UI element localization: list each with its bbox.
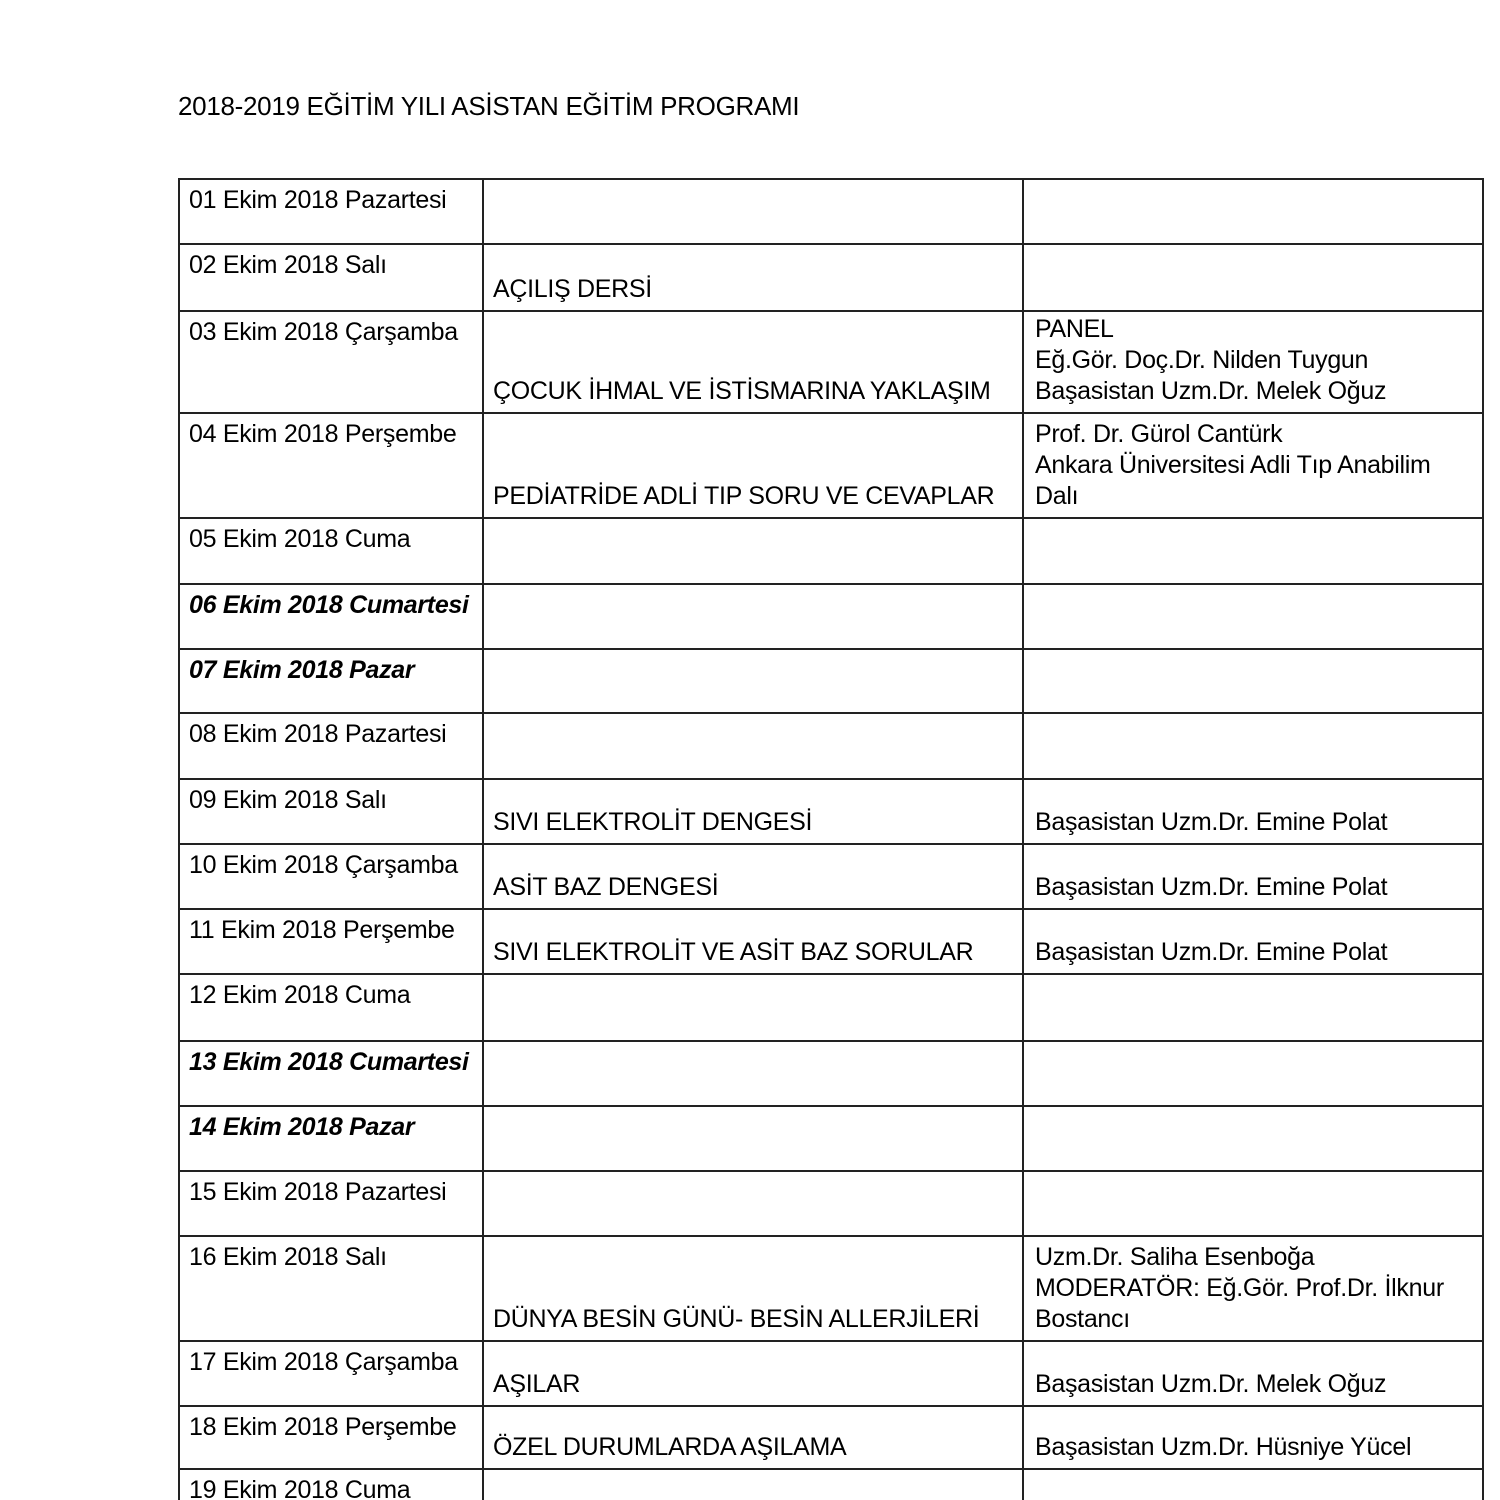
lecturer-cell (1023, 909, 1483, 974)
topic-cell-text: PEDİATRİDE ADLİ TIP SORU VE CEVAPLAR (493, 482, 995, 510)
date-cell (179, 1469, 483, 1500)
table-row (179, 649, 1483, 713)
topic-cell (483, 179, 1023, 244)
topic-cell (483, 1406, 1023, 1469)
lecturer-cell-text: PANEL (1035, 315, 1114, 343)
lecturer-cell-text: MODERATÖR: Eğ.Gör. Prof.Dr. İlknur Bostancı (1035, 1274, 1444, 1333)
date-cell-text: 16 Ekim 2018 Salı (189, 1243, 387, 1271)
topic-cell-text: ASİT BAZ DENGESİ (493, 873, 719, 901)
schedule-table (178, 178, 1484, 1500)
topic-cell (483, 1171, 1023, 1236)
date-cell-text: 12 Ekim 2018 Cuma (189, 981, 411, 1009)
lecturer-cell-text: Başasistan Uzm.Dr. Hüsniye Yücel (1035, 1433, 1412, 1461)
table-row (179, 844, 1483, 909)
lecturer-cell (1023, 974, 1483, 1041)
date-cell-text: 05 Ekim 2018 Cuma (189, 525, 411, 553)
date-cell (179, 844, 483, 909)
date-cell (179, 179, 483, 244)
table-row (179, 179, 1483, 244)
lecturer-cell (1023, 713, 1483, 779)
topic-cell (483, 974, 1023, 1041)
topic-cell-text: SIVI ELEKTROLİT DENGESİ (493, 808, 813, 836)
lecturer-cell-text: Ankara Üniversitesi Adli Tıp Anabilim Dalı (1035, 451, 1431, 510)
table-row (179, 974, 1483, 1041)
topic-cell (483, 413, 1023, 518)
lecturer-cell (1023, 1171, 1483, 1236)
table-row (179, 779, 1483, 844)
table-row (179, 1041, 1483, 1106)
table-row (179, 1171, 1483, 1236)
topic-cell (483, 844, 1023, 909)
date-cell (179, 311, 483, 413)
topic-cell (483, 713, 1023, 779)
date-cell-text: 17 Ekim 2018 Çarşamba (189, 1348, 458, 1376)
date-cell (179, 779, 483, 844)
date-cell-text: 13 Ekim 2018 Cumartesi (189, 1048, 469, 1076)
table-row (179, 1106, 1483, 1171)
table-row (179, 1236, 1483, 1341)
page-title: 2018-2019 EĞİTİM YILI ASİSTAN EĞİTİM PROGRAMI (178, 91, 800, 121)
lecturer-cell (1023, 1341, 1483, 1406)
date-cell (179, 649, 483, 713)
topic-cell-text: ÖZEL DURUMLARDA AŞILAMA (493, 1433, 847, 1461)
topic-cell (483, 311, 1023, 413)
date-cell (179, 518, 483, 584)
lecturer-cell (1023, 649, 1483, 713)
date-cell (179, 1236, 483, 1341)
lecturer-cell (1023, 179, 1483, 244)
lecturer-cell (1023, 1406, 1483, 1469)
lecturer-cell (1023, 1236, 1483, 1341)
lecturer-cell (1023, 779, 1483, 844)
lecturer-cell-text: Prof. Dr. Gürol Cantürk (1035, 420, 1283, 448)
date-cell (179, 244, 483, 311)
topic-cell (483, 518, 1023, 584)
date-cell-text: 06 Ekim 2018 Cumartesi (189, 591, 469, 619)
date-cell-text: 07 Ekim 2018 Pazar (189, 656, 415, 684)
date-cell (179, 584, 483, 649)
topic-cell (483, 244, 1023, 311)
lecturer-cell (1023, 1106, 1483, 1171)
lecturer-cell-text: Başasistan Uzm.Dr. Melek Oğuz (1035, 377, 1387, 405)
date-cell-text: 11 Ekim 2018 Perşembe (189, 916, 455, 944)
table-row (179, 584, 1483, 649)
date-cell-text: 10 Ekim 2018 Çarşamba (189, 851, 458, 879)
date-cell-text: 09 Ekim 2018 Salı (189, 786, 387, 814)
topic-cell (483, 1341, 1023, 1406)
date-cell-text: 14 Ekim 2018 Pazar (189, 1113, 415, 1141)
date-cell-text: 19 Ekim 2018 Cuma (189, 1476, 411, 1500)
lecturer-cell-text: Eğ.Gör. Doç.Dr. Nilden Tuygun (1035, 346, 1369, 374)
topic-cell-text: AŞILAR (493, 1370, 581, 1398)
topic-cell (483, 1041, 1023, 1106)
topic-cell-text: ÇOCUK İHMAL VE İSTİSMARINA YAKLAŞIM (493, 377, 991, 405)
lecturer-cell (1023, 311, 1483, 413)
date-cell-text: 18 Ekim 2018 Perşembe (189, 1413, 457, 1441)
table-row (179, 413, 1483, 518)
lecturer-cell-text: Uzm.Dr. Saliha Esenboğa (1035, 1243, 1315, 1271)
table-row (179, 518, 1483, 584)
topic-cell (483, 584, 1023, 649)
topic-cell (483, 909, 1023, 974)
date-cell-text: 01 Ekim 2018 Pazartesi (189, 186, 447, 214)
topic-cell (483, 649, 1023, 713)
table-row (179, 1341, 1483, 1406)
date-cell-text: 08 Ekim 2018 Pazartesi (189, 720, 447, 748)
topic-cell-text: SIVI ELEKTROLİT VE ASİT BAZ SORULAR (493, 938, 974, 966)
topic-cell (483, 1469, 1023, 1500)
lecturer-cell (1023, 844, 1483, 909)
table-row (179, 311, 1483, 413)
table-row (179, 1406, 1483, 1469)
date-cell (179, 713, 483, 779)
date-cell-text: 03 Ekim 2018 Çarşamba (189, 318, 458, 346)
lecturer-cell (1023, 413, 1483, 518)
lecturer-cell-text: Başasistan Uzm.Dr. Emine Polat (1035, 938, 1388, 966)
date-cell (179, 413, 483, 518)
topic-cell (483, 1236, 1023, 1341)
lecturer-cell (1023, 584, 1483, 649)
date-cell-text: 04 Ekim 2018 Perşembe (189, 420, 457, 448)
date-cell (179, 1171, 483, 1236)
lecturer-cell (1023, 518, 1483, 584)
date-cell (179, 1406, 483, 1469)
date-cell-text: 02 Ekim 2018 Salı (189, 251, 387, 279)
date-cell-text: 15 Ekim 2018 Pazartesi (189, 1178, 447, 1206)
date-cell (179, 1341, 483, 1406)
lecturer-cell-text: Başasistan Uzm.Dr. Emine Polat (1035, 873, 1388, 901)
lecturer-cell (1023, 1469, 1483, 1500)
topic-cell (483, 779, 1023, 844)
schedule-table-body (179, 179, 1483, 1500)
table-row (179, 909, 1483, 974)
lecturer-cell (1023, 244, 1483, 311)
topic-cell-text: DÜNYA BESİN GÜNÜ- BESİN ALLERJİLERİ (493, 1305, 980, 1333)
topic-cell (483, 1106, 1023, 1171)
date-cell (179, 974, 483, 1041)
table-row (179, 244, 1483, 311)
lecturer-cell-text: Başasistan Uzm.Dr. Emine Polat (1035, 808, 1388, 836)
topic-cell-text: AÇILIŞ DERSİ (493, 275, 652, 303)
lecturer-cell-text: Başasistan Uzm.Dr. Melek Oğuz (1035, 1370, 1387, 1398)
date-cell (179, 909, 483, 974)
table-row (179, 1469, 1483, 1500)
date-cell (179, 1106, 483, 1171)
date-cell (179, 1041, 483, 1106)
table-row (179, 713, 1483, 779)
lecturer-cell (1023, 1041, 1483, 1106)
